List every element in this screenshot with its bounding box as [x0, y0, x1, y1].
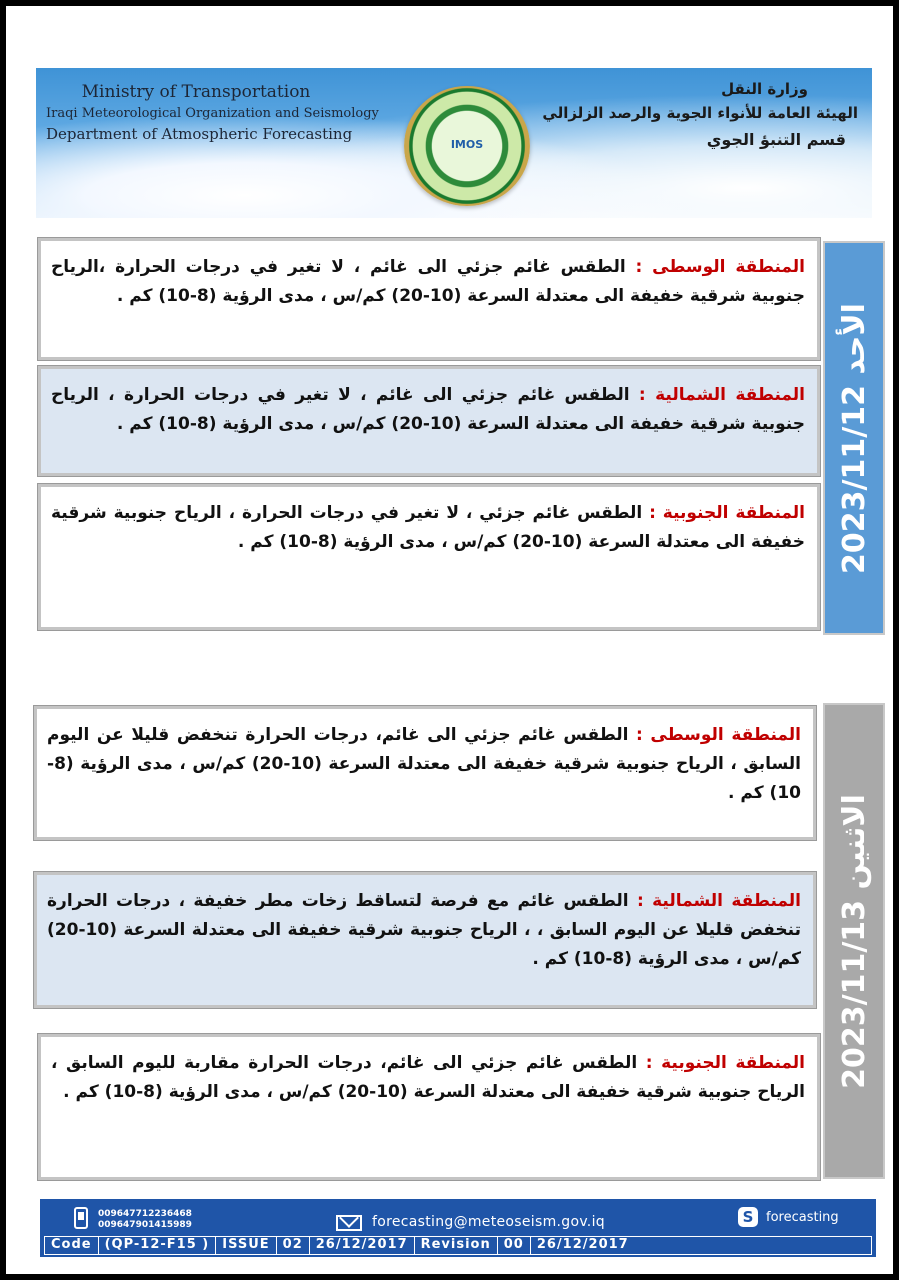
code-label: Code — [45, 1237, 99, 1254]
forecast-south-day1 — [38, 484, 820, 630]
ministry-name-ar: وزارة النقل — [721, 80, 808, 98]
mail-icon — [336, 1215, 362, 1231]
revision-label: Revision — [415, 1237, 498, 1254]
forecast-text: الطقس غائم جزئي الى غائم ، لا تغير في درجات الحرارة ، الرياح جنوبية شرقية خفيفة الى معتدلة السرعة (10-20) كم/س ، مدى الرؤية (8-10) كم . — [51, 385, 805, 434]
phone-icon — [74, 1207, 88, 1229]
region-name: المنطقة الوسطى : — [635, 257, 805, 277]
revision-date: 26/12/2017 — [536, 1237, 629, 1252]
region-name: المنطقة الوسطى : — [636, 725, 801, 745]
forecast-text: الطقس غائم جزئي الى غائم، درجات الحرارة تنخفض قليلا عن اليوم السابق ، الرياح جنوبية شرقية خفيفة الى معتدلة السرعة (10-20) كم/س ، مدى الرؤية (8-10) كم . — [47, 725, 802, 803]
issue-date: 26/12/2017 — [310, 1237, 415, 1254]
organization-name-en: Iraqi Meteorological Organization and Seismology — [46, 106, 379, 121]
region-name: المنطقة الجنوبية : — [645, 1053, 805, 1073]
day-label-text: الأحد 2023/11/12 — [836, 302, 872, 574]
revision-value: 00 — [498, 1237, 531, 1254]
email-address: forecasting@meteoseism.gov.iq — [372, 1214, 605, 1230]
document-page — [6, 6, 893, 1274]
forecast-south-day2 — [38, 1034, 820, 1180]
skype-icon: S — [738, 1207, 758, 1227]
forecast-north-day2 — [34, 872, 816, 1008]
issue-label: ISSUE — [216, 1237, 276, 1254]
header-english — [46, 82, 379, 143]
forecast-text: الطقس غائم جزئي الى غائم ، لا تغير في درجات الحرارة ،الرياح جنوبية شرقية خفيفة الى معتدلة السرعة (10-20) كم/س ، مدى الرؤية (8-10) كم . — [51, 257, 805, 306]
forecast-text: الطقس غائم جزئي الى غائم، درجات الحرارة مقاربة لليوم السابق ، الرياح جنوبية شرقية خفيفة الى معتدلة السرعة (10-20) كم/س ، مدى الرؤية (8-10) كم . — [51, 1053, 805, 1102]
region-name: المنطقة الشمالية : — [636, 891, 801, 911]
department-name-ar: قسم التنبؤ الجوي — [706, 130, 846, 149]
code-value: (QP-12-F15 ) — [99, 1237, 217, 1254]
document-code-row — [44, 1236, 872, 1255]
forecast-central-day1 — [38, 238, 820, 360]
organization-name-ar: الهيئة العامة للأنواء الجوية والرصد الزلزالي — [542, 104, 858, 122]
department-name-en: Department of Atmospheric Forecasting — [46, 125, 353, 143]
day-label-text: الاثنين 2023/11/13 — [836, 793, 872, 1089]
forecast-central-day2 — [34, 706, 816, 840]
forecast-north-day1 — [38, 366, 820, 476]
organization-logo-icon — [404, 86, 530, 206]
logo-text: IMOS — [450, 138, 484, 151]
header-banner — [36, 68, 872, 218]
day-label-sunday — [823, 241, 885, 635]
phone-number: 009647901415989 — [98, 1220, 192, 1230]
phone-number: 009647712236468 — [98, 1209, 192, 1219]
footer-bar — [40, 1199, 876, 1257]
header-arabic — [542, 80, 858, 149]
ministry-name-en: Ministry of Transportation — [81, 82, 311, 102]
forecast-text: الطقس غائم جزئي ، لا تغير في درجات الحرارة ، الرياح جنوبية شرقية خفيفة الى معتدلة السرعة (10-20) كم/س ، مدى الرؤية (8-10) كم . — [51, 503, 805, 552]
issue-value: 02 — [277, 1237, 310, 1254]
skype-handle: forecasting — [766, 1210, 839, 1225]
day-label-monday — [823, 703, 885, 1179]
region-name: المنطقة الجنوبية : — [649, 503, 805, 523]
region-name: المنطقة الشمالية : — [638, 385, 805, 405]
forecast-text: الطقس غائم مع فرصة لتساقط زخات مطر خفيفة ، درجات الحرارة تنخفض قليلا عن اليوم السابق ، ، الرياح جنوبية شرقية خفيفة الى معتدلة السرعة (10-20) كم/س ، مدى الرؤية (8-10) كم . — [47, 891, 801, 969]
phone-numbers — [98, 1209, 192, 1231]
